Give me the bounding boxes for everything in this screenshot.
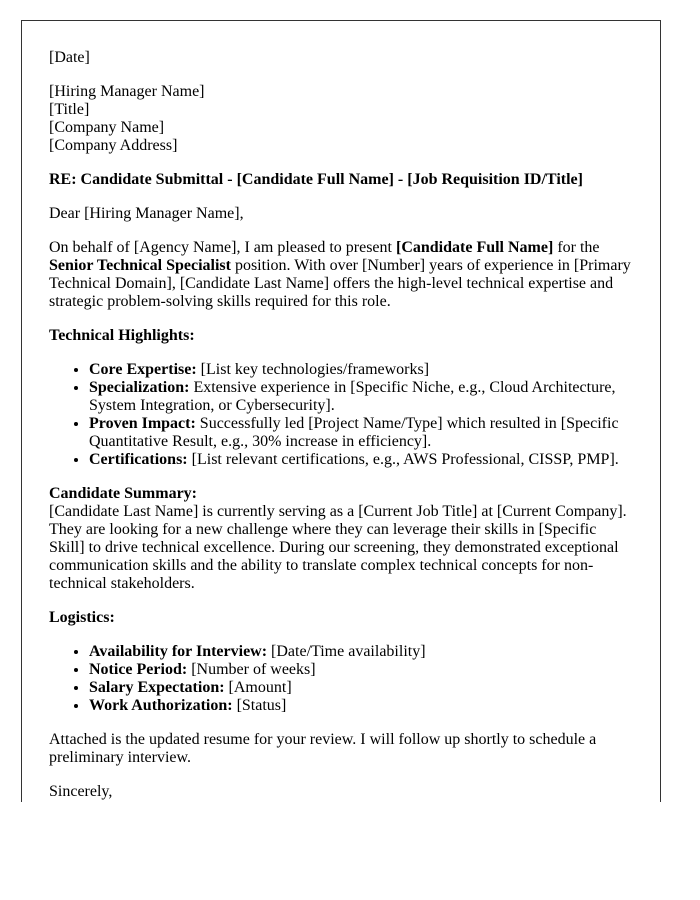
list-item xyxy=(89,697,633,715)
letter-document xyxy=(21,20,661,802)
item-text: [Status] xyxy=(232,697,287,714)
highlights-list xyxy=(49,361,633,469)
intro-text: On behalf of [Agency Name], I am pleased to present xyxy=(49,239,396,256)
list-item xyxy=(89,679,633,697)
item-label: Core Expertise: xyxy=(89,361,197,378)
item-label: Proven Impact: xyxy=(89,415,196,432)
item-label: Availability for Interview: xyxy=(89,643,268,660)
intro-text: for the xyxy=(553,239,600,256)
item-label: Work Authorization: xyxy=(89,697,233,714)
position-name: Senior Technical Specialist xyxy=(49,257,231,274)
date: [Date] xyxy=(49,49,90,66)
summary-section xyxy=(49,485,633,593)
recipient-title: [Title] xyxy=(49,101,90,118)
item-label: Specialization: xyxy=(89,379,190,396)
list-item xyxy=(89,643,633,661)
logistics-heading: Logistics: xyxy=(49,609,115,626)
recipient-name: [Hiring Manager Name] xyxy=(49,83,205,100)
item-text: [Number of weeks] xyxy=(187,661,316,678)
summary-heading: Candidate Summary: xyxy=(49,485,198,502)
summary-text: [Candidate Last Name] is currently serving as a [Current Job Title] at [Current Company]. They are looking for a new challenge where they can leverage their skills in [Specific Skill] to drive technical excellence. During our screening, they demonstrated exceptional communication skills and the ability to translate complex technical concepts for non-technical stakeholders. xyxy=(49,503,627,592)
item-label: Certifications: xyxy=(89,451,188,468)
item-text: [Date/Time availability] xyxy=(267,643,426,660)
list-item xyxy=(89,379,633,415)
recipient-company: [Company Name] xyxy=(49,119,165,136)
item-text: Extensive experience in [Specific Niche, e.g., Cloud Architecture, System Integration, or Cybersecurity]. xyxy=(89,379,616,414)
item-text: Successfully led [Project Name/Type] which resulted in [Specific Quantitative Result, e.g., 30% increase in efficiency]. xyxy=(89,415,619,450)
list-item xyxy=(89,361,633,379)
item-text: [List relevant certifications, e.g., AWS Professional, CISSP, PMP]. xyxy=(187,451,619,468)
list-item xyxy=(89,415,633,451)
closing-paragraph: Attached is the updated resume for your review. I will follow up shortly to schedule a preliminary interview. xyxy=(49,731,597,766)
highlights-heading: Technical Highlights: xyxy=(49,327,195,344)
item-text: [List key technologies/frameworks] xyxy=(196,361,430,378)
list-item xyxy=(89,451,633,469)
subject-line: RE: Candidate Submittal - [Candidate Full Name] - [Job Requisition ID/Title] xyxy=(49,171,583,188)
recipient-block xyxy=(49,83,633,155)
logistics-list xyxy=(49,643,633,715)
list-item xyxy=(89,661,633,679)
salutation: Dear [Hiring Manager Name], xyxy=(49,205,244,222)
item-label: Salary Expectation: xyxy=(89,679,225,696)
recipient-address: [Company Address] xyxy=(49,137,178,154)
candidate-name: [Candidate Full Name] xyxy=(395,239,554,256)
item-text: [Amount] xyxy=(224,679,292,696)
signoff: Sincerely, xyxy=(49,783,113,800)
intro-text: position. With over [Number] years of experience in [Primary Technical Domain], [Candidate Last Name] offers the high-level technical expertise and strategic problem-solving skills required for this role. xyxy=(49,257,631,310)
intro-paragraph xyxy=(49,239,633,311)
item-label: Notice Period: xyxy=(89,661,188,678)
